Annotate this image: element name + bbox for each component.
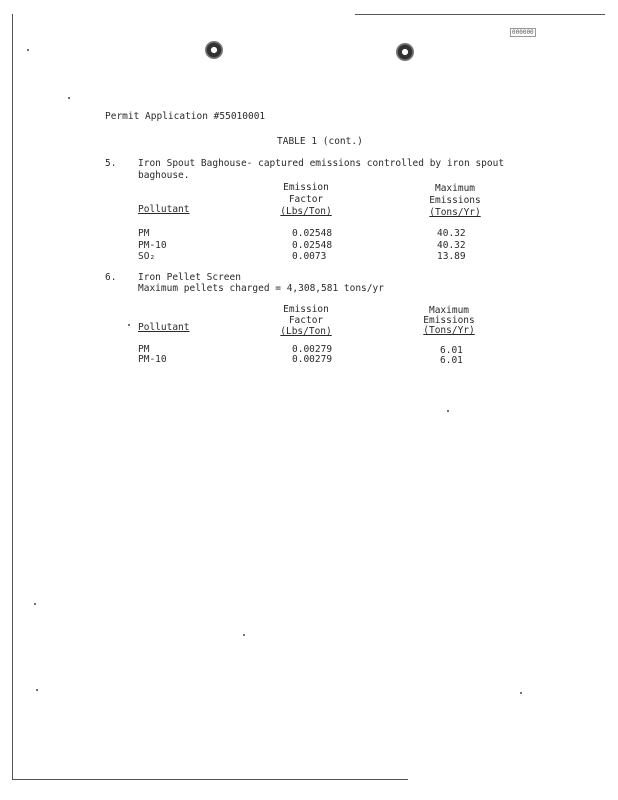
section6-title: Iron Pellet Screen	[138, 272, 241, 283]
max-cell: 13.89	[437, 251, 466, 262]
section6-factor-header: Emission Factor (Lbs/Ton)	[280, 304, 332, 337]
max-cell: 6.01	[440, 355, 463, 366]
section5-title-cont: baghouse.	[138, 170, 190, 181]
max-cell: 40.32	[437, 228, 466, 239]
max-cell: 40.32	[437, 240, 466, 251]
page-stamp: 000000	[512, 29, 534, 36]
pollutant-cell: SO₂	[138, 251, 156, 262]
section6-title-cont: Maximum pellets charged = 4,308,581 tons/yr	[138, 283, 384, 294]
table-row	[138, 354, 167, 365]
speck	[68, 97, 70, 99]
speck	[447, 410, 449, 412]
factor-cell: 0.0073	[292, 251, 327, 262]
speck	[27, 49, 29, 51]
speck	[128, 324, 130, 326]
factor-cell: 0.02548	[292, 240, 333, 251]
pollutant-cell: PM	[138, 344, 150, 355]
factor-cell: 0.02548	[292, 228, 333, 239]
factor-cell: 0.00279	[292, 354, 333, 365]
section5-factor-header: Emission Factor (Lbs/Ton)	[280, 182, 332, 217]
section5-number: 5.	[105, 158, 117, 169]
section5-pollutant-header: Pollutant	[138, 204, 190, 215]
scan-edge-top	[355, 14, 605, 15]
pollutant-cell: PM	[138, 228, 150, 239]
speck	[520, 692, 522, 694]
scan-edge-bottom	[12, 779, 408, 780]
section6-number: 6.	[105, 272, 117, 283]
speck	[243, 634, 245, 636]
table-title: TABLE 1 (cont.)	[277, 136, 363, 147]
section5-title: Iron Spout Baghouse- captured emissions controlled by iron spout	[138, 158, 505, 169]
table-row	[138, 251, 155, 262]
permit-number: Permit Application #55010001	[105, 111, 266, 122]
speck	[34, 603, 36, 605]
section6-max-header: Maximum Emissions (Tons/Yr)	[423, 305, 475, 336]
punch-hole-right	[396, 43, 414, 61]
section6-pollutant-header: Pollutant	[138, 322, 190, 333]
speck	[36, 689, 38, 691]
section5-max-header: Maximum Emissions (Tons/Yr)	[429, 183, 481, 218]
pollutant-cell: PM-10	[138, 240, 167, 251]
factor-cell: 0.00279	[292, 344, 333, 355]
table-row	[138, 240, 167, 251]
table-row	[138, 228, 149, 239]
punch-hole-left	[205, 41, 223, 59]
pollutant-cell: PM-10	[138, 354, 167, 365]
scan-edge-left	[12, 14, 13, 780]
max-cell: 6.01	[440, 345, 463, 356]
